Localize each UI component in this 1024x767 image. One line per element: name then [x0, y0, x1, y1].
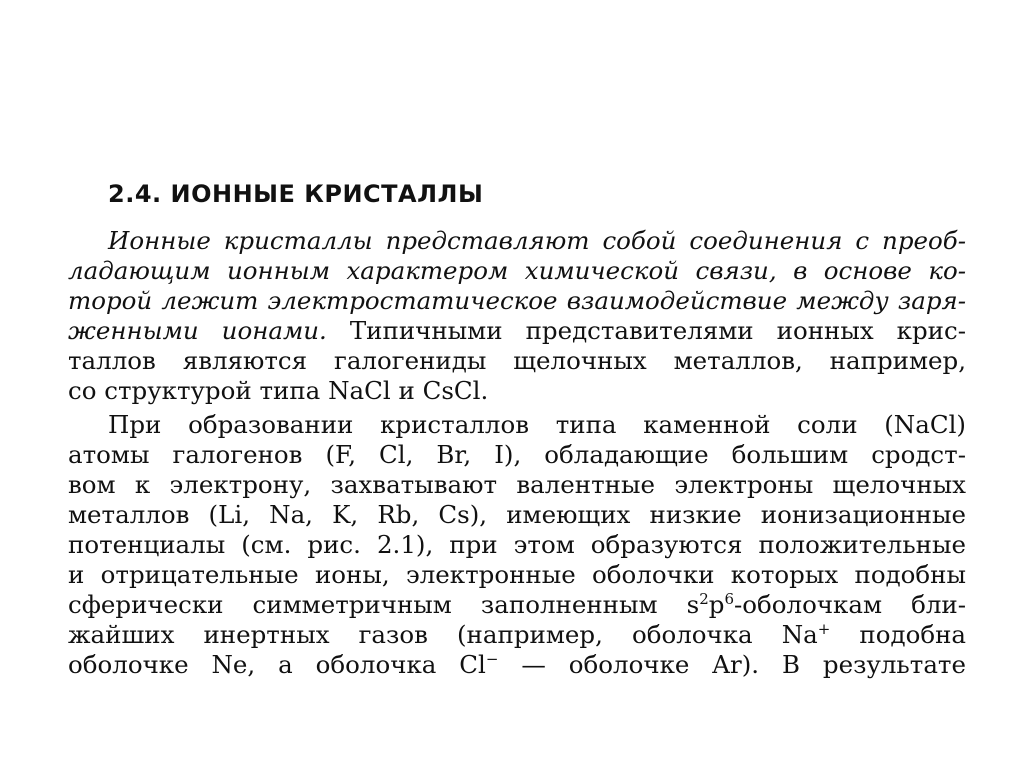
paragraph-2-line-9 — [68, 650, 966, 680]
paragraph-1-line-3: торой лежит электростатическое взаимодействие между заря- — [68, 286, 966, 315]
paragraph-1-line-4-italic: женными ионами. — [68, 316, 327, 345]
paragraph-2-line-8-part-b: подобна — [830, 620, 967, 649]
paragraph-2-line-6: и отрицательные ионы, электронные оболочки которых подобны — [68, 560, 966, 589]
paragraph-1-line-4-rest: Типичными представителями ионных крис- — [349, 316, 966, 345]
paragraph-1-line-4 — [68, 316, 966, 346]
superscript-minus: − — [485, 650, 499, 668]
paragraph-2-line-1: При образовании кристаллов типа каменной соли (NaCl) — [108, 410, 966, 439]
superscript-2: 2 — [699, 590, 709, 608]
paragraph-2-line-8-part-a: жайших инертных газов (например, оболочка Na — [68, 620, 818, 649]
paragraph-2-line-9-part-a: оболочке Ne, а оболочка Cl — [68, 650, 486, 679]
paragraph-1-line-1: Ионные кристаллы представляют собой соединения с преоб- — [108, 226, 966, 255]
paragraph-2-line-7-part-b: p — [708, 590, 725, 619]
paragraph-1-line-5: таллов являются галогениды щелочных металлов, например, — [68, 346, 966, 375]
paragraph-2-line-8 — [68, 620, 966, 650]
paragraph-2-line-3: вом к электрону, захватывают валентные электроны щелочных — [68, 470, 966, 499]
paragraph-2-line-7-part-c: -оболочкам бли- — [733, 590, 966, 619]
superscript-6: 6 — [724, 590, 734, 608]
paragraph-1-line-6: со структурой типа NaCl и CsCl. — [68, 376, 489, 405]
paragraph-2-line-2: атомы галогенов (F, Cl, Br, I), обладающие большим сродст- — [68, 440, 966, 469]
paragraph-2-line-7-part-a: сферически симметричным заполненным s — [68, 590, 700, 619]
paragraph-2-line-5: потенциалы (см. рис. 2.1), при этом образуются положительные — [68, 530, 966, 559]
paragraph-2-line-9-part-b: — оболочке Ar). В результате — [498, 650, 966, 679]
paragraph-1-line-2: ладающим ионным характером химической связи, в основе ко- — [68, 256, 966, 285]
paragraph-2-line-7 — [68, 590, 966, 620]
superscript-plus: + — [817, 620, 831, 638]
section-heading: 2.4. ИОННЫЕ КРИСТАЛЛЫ — [108, 180, 484, 208]
paragraph-2-line-4: металлов (Li, Na, K, Rb, Cs), имеющих низкие ионизационные — [68, 500, 966, 529]
